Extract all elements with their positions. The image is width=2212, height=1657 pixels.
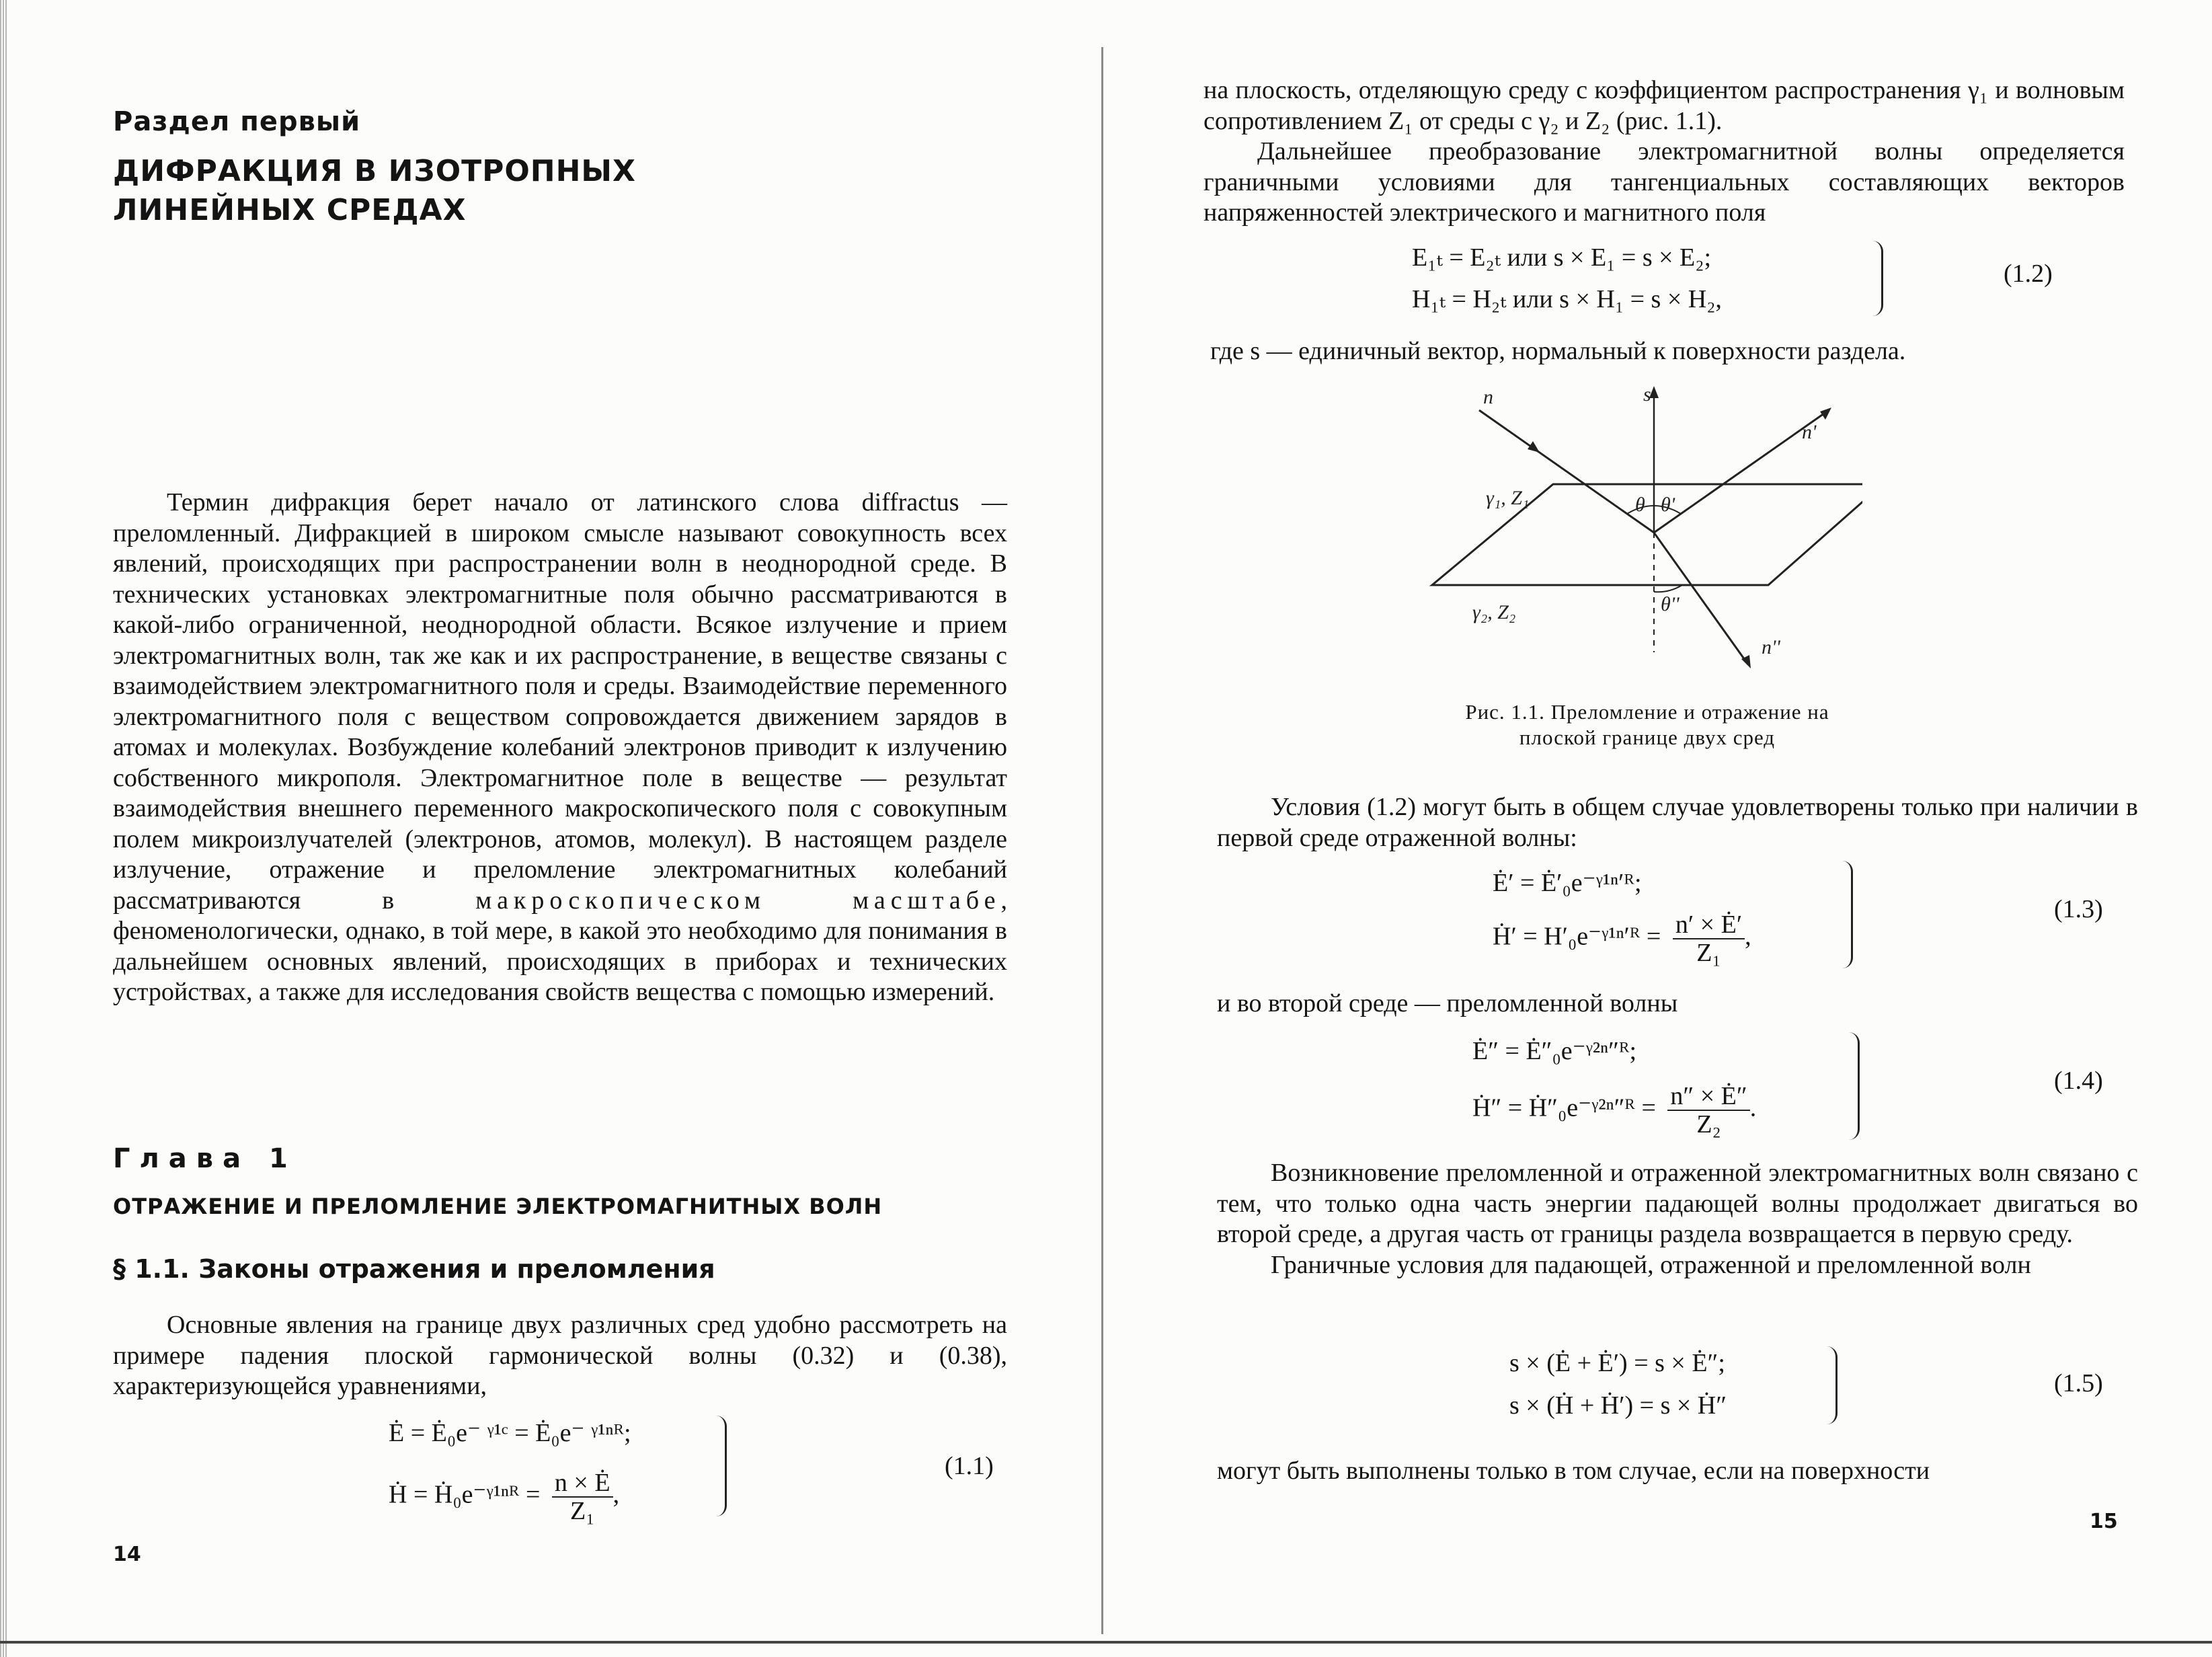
equation-1-1-denominator: Z₁ (570, 1497, 595, 1525)
equation-1-4-lhs: Ḣ″ = Ḣ″₀e⁻ᵞ²ⁿ″ᴿ = (1472, 1093, 1656, 1122)
equation-1-1-label: (1.1) (945, 1452, 994, 1480)
para-origin-text: Возникновение преломленной и отраженной электромагнитных волн связано с тем, что только одна часть энергии падающей волны продолжает двигаться во второй среде, а другая часть от границы раздела возвращается в первую среду. (1217, 1159, 2138, 1248)
equation-1-4-fraction (1667, 1083, 1749, 1138)
angle-arc-refracted (1654, 585, 1682, 592)
part-title-line-1: ДИФРАКЦИЯ В ИЗОТРОПНЫХ (113, 154, 636, 188)
equation-1-3-label: (1.3) (2054, 895, 2103, 923)
page-number-right: 15 (2090, 1510, 2118, 1533)
para-second-medium-text: и во второй среде — преломленной волны (1217, 989, 1678, 1017)
reflected-arrowhead (1820, 408, 1831, 420)
equation-1-4-denominator: Z₂ (1696, 1110, 1721, 1139)
laws-text: Основные явления на границе двух различных сред удобно рассмотреть на примере падения плоской гармонической волны (0.32) и (0.38), характеризующейся уравнениями, (113, 1311, 1007, 1400)
equation-1-1-line-2: Ḣ = Ḣ₀e⁻ᵞ¹ⁿᴿ = $\frac{n \times Ė}{\text{Z₁}}$ , (389, 1469, 620, 1525)
equation-1-4-label: (1.4) (2054, 1067, 2103, 1095)
part-title-line-2: ЛИНЕЙНЫХ СРЕДАХ (113, 193, 467, 227)
equation-1-4-line-1: Ė″ = Ė″₀e⁻ᵞ²ⁿ″ᴿ; (1472, 1037, 1637, 1065)
paragraph-title: § 1.1. Законы отражения и преломления (113, 1254, 715, 1284)
label-theta: θ (1635, 494, 1645, 516)
equation-1-3-line-1: Ė′ = Ė′₀e⁻ᵞ¹ⁿ′ᴿ; (1493, 869, 1642, 897)
label-n-prime: n' (1802, 421, 1817, 443)
intro-paragraph (113, 488, 1007, 1008)
intro-text: Термин дифракция берет начало от латинского слова diffractus — преломленный. Дифракцией в широком смысле называют совокупность всех явлений, происходящих при распространении волн в неоднородной среде. В технических установках электромагнитные поля обычно рассматриваются в какой-либо ограниченной, неоднородной области. Всякое излучение и прием электромагнитных волн, так же как и их распространение, в веществе связаны с взаимодействием электромагнитного поля и среды. Взаимодействие переменного электромагнитного поля с веществом сопровождается движением зарядов в атомах и молекулах. Возбуждение колебаний электронов приводит к излучению собственного микрополя. Электромагнитное поле в веществе — результат взаимодействия внешнего переменного макроскопического поля с совокупным полем микроизлучателей (электронов, атомов, молекул). В настоящем разделе излучение, отражение и преломление электромагнитных колебаний рассматриваются в (113, 488, 1007, 915)
equation-1-5-brace (1823, 1346, 1838, 1424)
page-number-left: 14 (113, 1543, 141, 1566)
equation-1-2-line-1: E₁ₜ = E₂ₜ или s × E₁ = s × E₂; (1412, 243, 1712, 272)
para-conditions-text: Условия (1.2) могут быть в общем случае удовлетворены только при наличии в первой среде отраженной волны: (1217, 793, 2138, 852)
para-boundary: Дальнейшее преобразование электромагнитной волны определяется граничными условиями для тангенциальных составляющих векторов напряженностей электрического и магнитного поля (1203, 137, 2125, 227)
figure-caption-line-1: Рис. 1.1. Преломление и отражение на (1465, 700, 1829, 724)
where-s-text: где s — единичный вектор, нормальный к поверхности раздела. (1210, 337, 1906, 365)
equation-1-3-denominator: Z₁ (1696, 939, 1721, 967)
label-theta-prime: θ' (1661, 494, 1675, 516)
figure-caption (1392, 699, 1903, 750)
equation-1-4-brace (1846, 1032, 1860, 1140)
para-top: на плоскость, отделяющую среду с коэффициентом распространения γ₁ и волновым сопротивлением Z₁ от среды с γ₂ и Z₂ (рис. 1.1). (1203, 76, 2125, 135)
para-origin-block (1217, 1158, 2138, 1280)
intro-spaced-text: макроскопическом масштабе (475, 886, 1001, 915)
equation-1-4-numerator: n″ × Ė″ (1667, 1083, 1749, 1111)
equation-1-3-numerator: n′ × Ė′ (1673, 911, 1745, 939)
equation-1-5-line-2: s × (Ḣ + Ḣ′) = s × Ḣ″ (1509, 1391, 1727, 1420)
equation-1-3-lhs: Ḣ′ = H′₀e⁻ᵞ¹ⁿ′ᴿ = (1493, 922, 1661, 951)
incident-arrowhead (1528, 441, 1540, 453)
equation-1-1-fraction (552, 1469, 613, 1525)
equation-1-1-brace (711, 1416, 727, 1516)
para-last (1217, 1456, 2138, 1487)
equation-1-3-fraction (1673, 911, 1745, 966)
equation-1-1-lhs: Ḣ = Ḣ₀e⁻ᵞ¹ⁿᴿ = (389, 1480, 541, 1509)
figure-refraction-reflection (1425, 383, 1862, 679)
right-page (1103, 0, 2212, 1657)
left-page (0, 0, 1103, 1657)
equation-1-2-label: (1.2) (2004, 260, 2053, 288)
label-medium-2: γ₂, Z₂ (1472, 601, 1516, 623)
label-s: s (1643, 383, 1651, 406)
equation-1-1-line-1: Ė = Ė₀e⁻ ᵞ¹ᶜ = Ė₀e⁻ ᵞ¹ⁿᴿ; (389, 1419, 631, 1447)
chapter-label: Глава 1 (113, 1143, 297, 1174)
para-boundary2-text: Граничные условия для падающей, отраженной и преломленной волн (1271, 1250, 2031, 1279)
where-s (1210, 336, 2131, 367)
chapter-title: ОТРАЖЕНИЕ И ПРЕЛОМЛЕНИЕ ЭЛЕКТРОМАГНИТНЫХ ВОЛН (113, 1194, 883, 1219)
intro-continuation (1203, 75, 2125, 229)
equation-1-4-line-2: Ḣ″ = Ḣ″₀e⁻ᵞ²ⁿ″ᴿ = $\frac{n'' \times Ė''}{\text{Z₂}}$ . (1472, 1082, 1757, 1139)
section-label: Раздел первый (113, 106, 361, 137)
equation-1-1-numerator: n × Ė (552, 1469, 613, 1498)
intro-tail: , феноменологически, однако, в той мере, в какой это необходимо для понимания в дальнейшем основных явлений, происходящих в приборах и технических устройствах, а также для исследования свойств вещества с помощью измерений. (113, 886, 1007, 1006)
equation-1-5-label: (1.5) (2054, 1369, 2103, 1397)
para-last-text: могут быть выполнены только в том случае, если на поверхности (1217, 1457, 1930, 1485)
part-title (113, 152, 636, 230)
laws-paragraph (113, 1310, 1007, 1402)
equation-1-5-line-1: s × (Ė + Ė′) = s × Ė″; (1509, 1349, 1725, 1377)
figure-caption-line-2: плоской границе двух сред (1519, 726, 1776, 749)
label-theta-double-prime: θ'' (1661, 593, 1680, 615)
equation-1-3-line-2: Ḣ′ = H′₀e⁻ᵞ¹ⁿ′ᴿ = $\frac{n' \times Ė'}{\text{Z₁}}$ , (1493, 911, 1751, 967)
label-n: n (1483, 386, 1493, 408)
equation-1-3-brace (1839, 861, 1853, 968)
para-conditions (1217, 792, 2138, 853)
incident-ray (1479, 410, 1654, 533)
para-second-medium (1217, 989, 2138, 1019)
equation-1-2-brace (1869, 241, 1883, 316)
equation-1-2-line-2: H₁ₜ = H₂ₜ или s × H₁ = s × H₂, (1412, 285, 1722, 313)
label-medium-1: γ₁, Z₁ (1486, 487, 1530, 509)
label-n-double-prime: n'' (1762, 636, 1780, 658)
